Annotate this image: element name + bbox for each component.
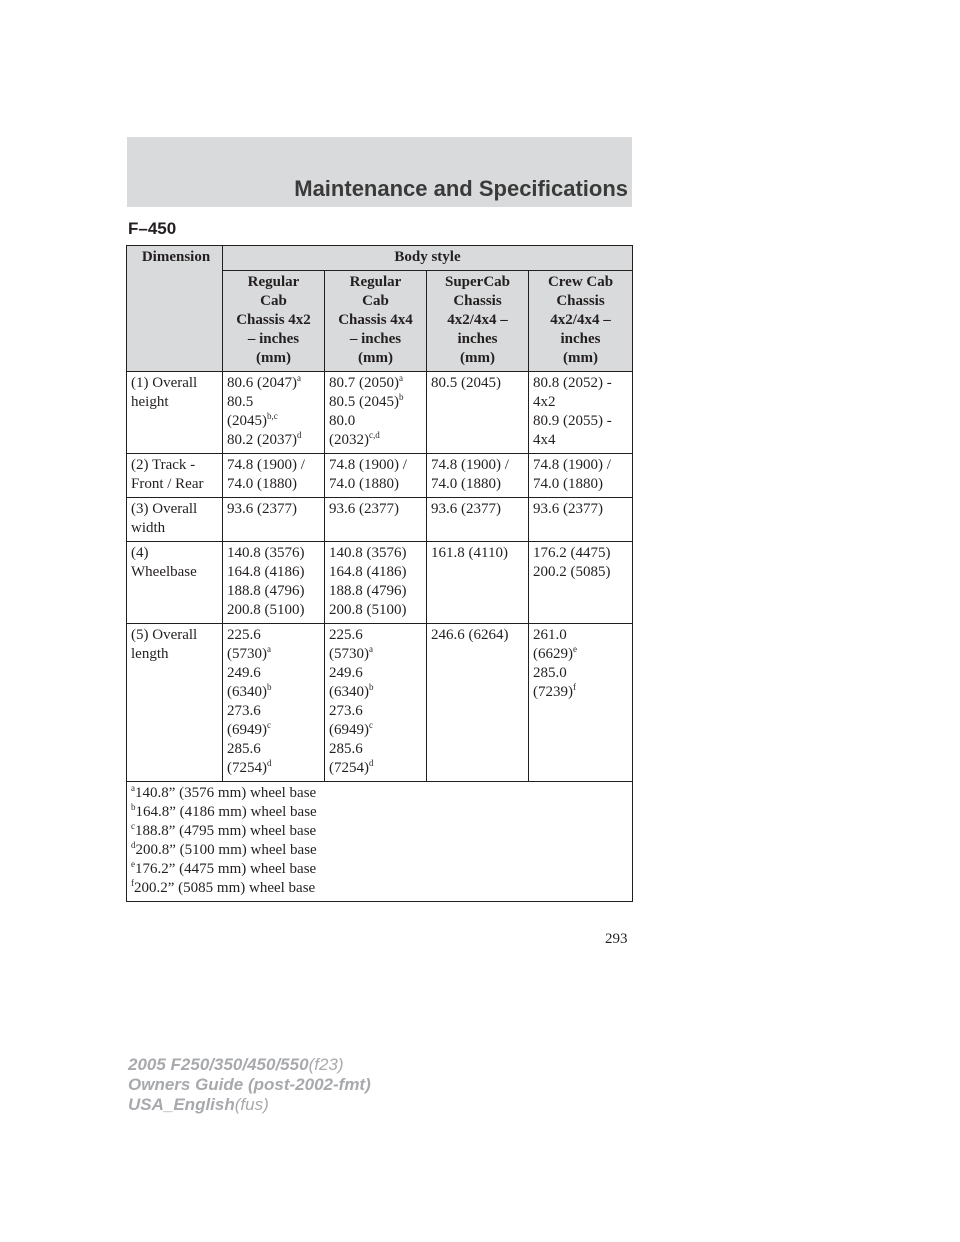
cell-line bbox=[329, 544, 422, 563]
table-cell bbox=[529, 624, 633, 782]
table-cell bbox=[325, 542, 427, 624]
row-label-line: length bbox=[131, 646, 169, 662]
header-band bbox=[127, 137, 632, 207]
row-label bbox=[127, 624, 223, 782]
row-label-line: height bbox=[131, 394, 169, 410]
table-body bbox=[127, 372, 633, 902]
column-header-line: SuperCab bbox=[444, 274, 511, 290]
row-label-line: width bbox=[131, 520, 166, 536]
cell-line bbox=[329, 645, 422, 664]
cell-value: 80.5 (2045) bbox=[431, 375, 501, 391]
cell-value: 74.0 (1880) bbox=[431, 476, 501, 492]
column-header bbox=[427, 271, 529, 372]
cell-value: 80.6 (2047) bbox=[227, 375, 297, 391]
cell-value: 4x2 bbox=[533, 394, 556, 410]
cell-line bbox=[329, 683, 422, 702]
cell-value: 164.8 (4186) bbox=[329, 564, 407, 580]
footer-line-3 bbox=[128, 1095, 371, 1115]
cell-value: (6949) bbox=[227, 722, 267, 738]
cell-line bbox=[329, 759, 422, 778]
header-title: Maintenance and Specifications bbox=[294, 176, 628, 201]
cell-line bbox=[227, 702, 320, 721]
cell-value: 80.0 bbox=[329, 413, 356, 429]
cell-line bbox=[533, 683, 628, 702]
cell-value: 93.6 (2377) bbox=[329, 501, 399, 517]
footnotes bbox=[127, 782, 633, 902]
footnote-marker: a bbox=[131, 783, 135, 793]
table-cell bbox=[325, 624, 427, 782]
cell-line bbox=[329, 393, 422, 412]
footnote-ref: b bbox=[369, 682, 374, 692]
cell-line bbox=[431, 500, 524, 519]
table-cell bbox=[529, 372, 633, 454]
cell-line bbox=[227, 500, 320, 519]
footnote-ref: d bbox=[297, 430, 302, 440]
table-cell bbox=[223, 624, 325, 782]
table-cell bbox=[427, 542, 529, 624]
footer-line-1 bbox=[128, 1055, 371, 1075]
cell-line bbox=[227, 544, 320, 563]
cell-value: (6340) bbox=[227, 684, 267, 700]
footer-guide: Owners Guide (post-2002-fmt) bbox=[128, 1075, 371, 1094]
cell-value: 285.6 bbox=[329, 741, 363, 757]
cell-value: 225.6 bbox=[227, 627, 261, 643]
cell-line bbox=[329, 500, 422, 519]
footnote-ref: a bbox=[369, 644, 373, 654]
cell-value: 74.8 (1900) / bbox=[533, 457, 611, 473]
cell-line bbox=[329, 563, 422, 582]
column-header-line: – inches bbox=[247, 331, 300, 347]
column-header bbox=[325, 271, 427, 372]
footer bbox=[128, 1055, 371, 1115]
row-label bbox=[127, 498, 223, 542]
footnote-ref: d bbox=[369, 758, 374, 768]
cell-line bbox=[227, 475, 320, 494]
footnote bbox=[131, 879, 628, 898]
cell-line bbox=[227, 456, 320, 475]
cell-value: 80.8 (2052) - bbox=[533, 375, 612, 391]
cell-line bbox=[533, 374, 628, 393]
column-header-line: Cab bbox=[260, 293, 287, 309]
cell-line bbox=[227, 393, 320, 412]
column-header-line: Cab bbox=[362, 293, 389, 309]
cell-line bbox=[329, 412, 422, 431]
cell-value: (7239) bbox=[533, 684, 573, 700]
dimensions-table bbox=[126, 245, 633, 902]
cell-value: 164.8 (4186) bbox=[227, 564, 305, 580]
column-header-line: – inches bbox=[349, 331, 402, 347]
footnote-ref: a bbox=[297, 373, 301, 383]
cell-line bbox=[533, 412, 628, 431]
cell-value: (6629) bbox=[533, 646, 573, 662]
cell-value: 249.6 bbox=[329, 665, 363, 681]
cell-line bbox=[431, 374, 524, 393]
cell-value: 273.6 bbox=[329, 703, 363, 719]
cell-value: 80.7 (2050) bbox=[329, 375, 399, 391]
footer-language-code: (fus) bbox=[234, 1095, 269, 1114]
footnote-text: 200.8” (5100 mm) wheel base bbox=[135, 842, 317, 858]
cell-value: 74.0 (1880) bbox=[533, 476, 603, 492]
cell-line bbox=[227, 683, 320, 702]
table-cell bbox=[223, 542, 325, 624]
footnote-marker: c bbox=[131, 821, 135, 831]
cell-line bbox=[227, 563, 320, 582]
table-cell bbox=[223, 372, 325, 454]
footnote-text: 164.8” (4186 mm) wheel base bbox=[135, 804, 317, 820]
cell-value: 74.8 (1900) / bbox=[227, 457, 305, 473]
header-body-style: Body style bbox=[223, 246, 633, 271]
table-row bbox=[127, 372, 633, 454]
footnote-ref: e bbox=[573, 644, 577, 654]
section-title: F–450 bbox=[128, 219, 177, 238]
footnote-text: 176.2” (4475 mm) wheel base bbox=[135, 861, 317, 877]
row-label-line: (5) Overall bbox=[131, 627, 198, 643]
footnote-ref: c bbox=[369, 720, 373, 730]
cell-line bbox=[533, 475, 628, 494]
footnote-ref: b bbox=[399, 392, 404, 402]
cell-line bbox=[329, 456, 422, 475]
cell-line bbox=[329, 582, 422, 601]
cell-value: 188.8 (4796) bbox=[227, 583, 305, 599]
cell-line bbox=[227, 721, 320, 740]
table-row bbox=[127, 542, 633, 624]
cell-line bbox=[533, 393, 628, 412]
cell-line bbox=[533, 626, 628, 645]
cell-value: 200.2 (5085) bbox=[533, 564, 611, 580]
cell-line bbox=[431, 626, 524, 645]
footnote bbox=[131, 784, 628, 803]
cell-value: 74.0 (1880) bbox=[227, 476, 297, 492]
cell-value: 4x4 bbox=[533, 432, 556, 448]
cell-value: 285.6 bbox=[227, 741, 261, 757]
cell-line bbox=[533, 664, 628, 683]
cell-line bbox=[329, 374, 422, 393]
cell-line bbox=[227, 412, 320, 431]
cell-line bbox=[227, 664, 320, 683]
cell-value: (2045) bbox=[227, 413, 267, 429]
table-cell bbox=[529, 542, 633, 624]
footnote-text: 140.8” (3576 mm) wheel base bbox=[135, 785, 317, 801]
cell-value: 74.8 (1900) / bbox=[329, 457, 407, 473]
footnote-ref: a bbox=[267, 644, 271, 654]
cell-value: 200.8 (5100) bbox=[329, 602, 407, 618]
cell-value: (5730) bbox=[329, 646, 369, 662]
cell-value: 161.8 (4110) bbox=[431, 545, 508, 561]
row-label-line: Wheelbase bbox=[131, 564, 197, 580]
column-header-line: (mm) bbox=[563, 350, 598, 366]
table-cell bbox=[223, 454, 325, 498]
table-cell bbox=[325, 372, 427, 454]
column-header-line: Regular bbox=[247, 274, 300, 290]
column-header-line: Chassis bbox=[556, 293, 605, 309]
footnote-ref: d bbox=[267, 758, 272, 768]
table-row bbox=[127, 498, 633, 542]
cell-value: (2032) bbox=[329, 432, 369, 448]
cell-value: 261.0 bbox=[533, 627, 567, 643]
cell-value: (5730) bbox=[227, 646, 267, 662]
cell-line bbox=[227, 759, 320, 778]
cell-line bbox=[329, 431, 422, 450]
column-header-line: Chassis bbox=[453, 293, 502, 309]
table-cell bbox=[223, 498, 325, 542]
cell-value: 188.8 (4796) bbox=[329, 583, 407, 599]
column-header-line: Chassis 4x2 bbox=[236, 312, 311, 328]
cell-value: (6949) bbox=[329, 722, 369, 738]
header-dimension: Dimension bbox=[127, 246, 223, 372]
footnote bbox=[131, 860, 628, 879]
cell-value: 246.6 (6264) bbox=[431, 627, 509, 643]
cell-line bbox=[533, 431, 628, 450]
column-header-line: Chassis 4x4 bbox=[338, 312, 413, 328]
cell-line bbox=[329, 626, 422, 645]
cell-value: 74.8 (1900) / bbox=[431, 457, 509, 473]
row-label bbox=[127, 372, 223, 454]
cell-value: 140.8 (3576) bbox=[329, 545, 407, 561]
footnote-ref: a bbox=[399, 373, 403, 383]
cell-value: 176.2 (4475) bbox=[533, 545, 611, 561]
cell-line bbox=[227, 601, 320, 620]
column-header-line: 4x2/4x4 – bbox=[550, 312, 611, 328]
notes-row bbox=[127, 782, 633, 902]
footnote-ref: c,d bbox=[369, 430, 380, 440]
row-label-line: (2) Track - bbox=[131, 457, 196, 473]
column-header-line: inches bbox=[457, 331, 498, 347]
column-header bbox=[529, 271, 633, 372]
footer-model: 2005 F250/350/450/550 bbox=[128, 1055, 309, 1074]
row-label-line: (1) Overall bbox=[131, 375, 198, 391]
footnote bbox=[131, 841, 628, 860]
table-cell bbox=[325, 498, 427, 542]
table-cell bbox=[325, 454, 427, 498]
table-cell bbox=[427, 624, 529, 782]
footnote bbox=[131, 822, 628, 841]
footer-language: USA_English bbox=[128, 1095, 235, 1114]
column-header-line: Regular bbox=[349, 274, 402, 290]
cell-line bbox=[329, 740, 422, 759]
footnote-marker: b bbox=[131, 802, 136, 812]
cell-value: 80.5 (2045) bbox=[329, 394, 399, 410]
table-cell bbox=[427, 498, 529, 542]
table-cell bbox=[427, 372, 529, 454]
table-row bbox=[127, 624, 633, 782]
column-header-line: (mm) bbox=[460, 350, 495, 366]
footnote-ref: b bbox=[267, 682, 272, 692]
page-number: 293 bbox=[605, 931, 628, 947]
cell-value: 93.6 (2377) bbox=[533, 501, 603, 517]
table-row bbox=[127, 454, 633, 498]
footnote-marker: f bbox=[131, 878, 134, 888]
cell-line bbox=[329, 702, 422, 721]
column-header-line: 4x2/4x4 – bbox=[447, 312, 508, 328]
table-cell bbox=[529, 498, 633, 542]
column-header bbox=[223, 271, 325, 372]
cell-line bbox=[227, 626, 320, 645]
cell-line bbox=[329, 721, 422, 740]
cell-line bbox=[227, 431, 320, 450]
column-header-line: (mm) bbox=[256, 350, 291, 366]
cell-value: 249.6 bbox=[227, 665, 261, 681]
cell-value: 285.0 bbox=[533, 665, 567, 681]
cell-line bbox=[431, 475, 524, 494]
cell-value: (7254) bbox=[227, 760, 267, 776]
cell-line bbox=[533, 563, 628, 582]
cell-line bbox=[533, 544, 628, 563]
cell-value: 80.9 (2055) - bbox=[533, 413, 612, 429]
footnote-marker: e bbox=[131, 859, 135, 869]
cell-line bbox=[533, 645, 628, 664]
column-header-line: inches bbox=[560, 331, 601, 347]
cell-line bbox=[533, 456, 628, 475]
cell-value: 140.8 (3576) bbox=[227, 545, 305, 561]
footnote-marker: d bbox=[131, 840, 136, 850]
row-label bbox=[127, 454, 223, 498]
footnote bbox=[131, 803, 628, 822]
cell-line bbox=[227, 740, 320, 759]
cell-value: (7254) bbox=[329, 760, 369, 776]
cell-value: 225.6 bbox=[329, 627, 363, 643]
footer-model-code: (f23) bbox=[308, 1055, 344, 1074]
cell-line bbox=[431, 456, 524, 475]
cell-value: 93.6 (2377) bbox=[431, 501, 501, 517]
cell-line bbox=[227, 582, 320, 601]
cell-line bbox=[227, 645, 320, 664]
row-label-line: Front / Rear bbox=[131, 476, 204, 492]
cell-line bbox=[329, 601, 422, 620]
footnote-text: 188.8” (4795 mm) wheel base bbox=[135, 823, 317, 839]
cell-line bbox=[227, 374, 320, 393]
cell-line bbox=[329, 664, 422, 683]
footnote-ref: b,c bbox=[267, 411, 278, 421]
cell-line bbox=[431, 544, 524, 563]
row-label-line: (4) bbox=[131, 545, 149, 561]
cell-value: 93.6 (2377) bbox=[227, 501, 297, 517]
cell-value: 74.0 (1880) bbox=[329, 476, 399, 492]
cell-line bbox=[533, 500, 628, 519]
footnote-text: 200.2” (5085 mm) wheel base bbox=[134, 880, 316, 896]
cell-value: 80.5 bbox=[227, 394, 254, 410]
cell-value: 200.8 (5100) bbox=[227, 602, 305, 618]
table-cell bbox=[529, 454, 633, 498]
row-label-line: (3) Overall bbox=[131, 501, 198, 517]
cell-value: 80.2 (2037) bbox=[227, 432, 297, 448]
cell-value: (6340) bbox=[329, 684, 369, 700]
footer-line-2 bbox=[128, 1075, 371, 1095]
column-header-line: (mm) bbox=[358, 350, 393, 366]
cell-value: 273.6 bbox=[227, 703, 261, 719]
row-label bbox=[127, 542, 223, 624]
table-cell bbox=[427, 454, 529, 498]
cell-line bbox=[329, 475, 422, 494]
footnote-ref: c bbox=[267, 720, 271, 730]
footnote-ref: f bbox=[573, 682, 576, 692]
column-header-line: Crew Cab bbox=[547, 274, 614, 290]
header-row-body-style bbox=[127, 246, 633, 271]
